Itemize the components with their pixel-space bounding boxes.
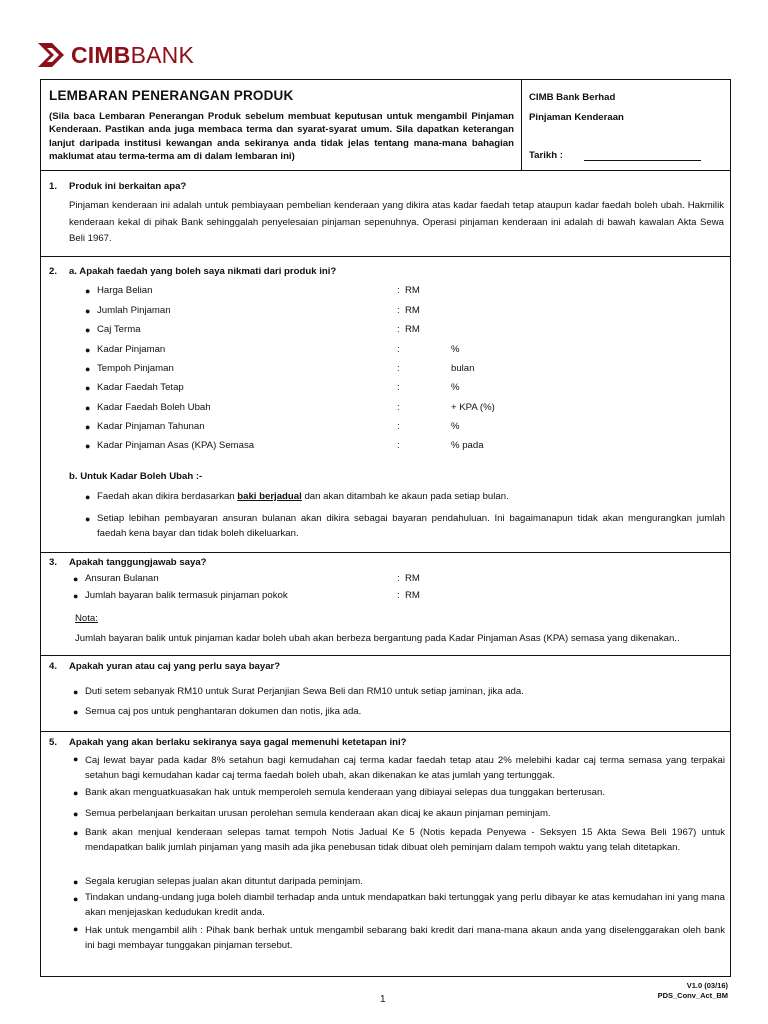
bullet-icon: ●	[85, 441, 91, 451]
list-item-unit: + KPA (%)	[451, 402, 495, 413]
section-question: Apakah yuran atau caj yang perlu saya bayar?	[69, 661, 281, 672]
page-number: 1	[380, 994, 386, 1005]
bullet-icon: ●	[73, 877, 79, 887]
list-item-colon: :	[397, 402, 400, 413]
bullet-icon: ●	[73, 687, 79, 697]
header-divider	[521, 80, 522, 170]
list-item: Faedah akan dikira berdasarkan baki berjadual dan akan ditambah ke akaun pada setiap bulan.	[97, 491, 509, 502]
list-item-colon: :	[397, 363, 400, 374]
header-box	[40, 79, 731, 171]
list-item: Caj lewat bayar pada kadar 8% setahun bagi kemudahan caj terma kadar faedah tetap atau 2% melebihi kadar caj terma semasa yang terpakai setahun bagi kemudahan kadar caj terma faedah boleh ubah, akan dikenakan ke atas jumlah yang tertunggak.	[85, 755, 725, 781]
document-title: LEMBARAN PENERANGAN PRODUK	[49, 88, 294, 103]
bullet-icon: ●	[73, 828, 79, 838]
list-item-unit: %	[451, 382, 460, 393]
list-item: Bank akan menjual kenderaan selepas tamat tempoh Notis Jadual Ke 5 (Notis kepada Penyewa - Seksyen 15 Akta Sewa Beli 1967) untuk mendapatkan balik jumlah pinjaman yang masih ada jika penebusan tidak dibuat oleh peminjam dalam tempoh waktu yang telah ditetapkan.	[85, 827, 725, 853]
list-item: Semua caj pos untuk penghantaran dokumen dan notis, jika ada.	[85, 706, 362, 717]
list-item-unit: RM	[405, 590, 420, 601]
section-number: 2.	[49, 266, 58, 277]
bullet-icon: ●	[85, 345, 91, 355]
section-number: 5.	[49, 737, 58, 748]
bullet-icon: ●	[85, 383, 91, 393]
list-item: Tindakan undang-undang juga boleh diambil terhadap anda untuk mendapatkan baki tertunggak yang perlu dibayar ke atas kemudahan ini yang mana akan menjejaskan kedudukan kredit anda.	[85, 892, 725, 918]
bullet-icon: ●	[85, 306, 91, 316]
bullet-icon: ●	[85, 514, 91, 524]
list-item-unit: RM	[405, 573, 420, 584]
bullet-icon: ●	[73, 754, 79, 764]
section-question: Apakah yang akan berlaku sekiranya saya gagal memenuhi ketetapan ini?	[69, 737, 407, 748]
bank-logo	[38, 42, 194, 68]
bank-name: CIMB Bank Berhad	[529, 92, 616, 103]
date-label: Tarikh :	[529, 150, 563, 161]
section-4	[40, 656, 731, 732]
bullet-icon: ●	[73, 809, 79, 819]
list-item-unit: %	[451, 421, 460, 432]
list-item: Duti setem sebanyak RM10 untuk Surat Perjanjian Sewa Beli dan RM10 untuk setiap jaminan, jika ada.	[85, 686, 524, 697]
list-item-unit: %	[451, 344, 460, 355]
list-item: Bank akan menguatkuasakan hak untuk memperoleh semula kenderaan yang dibiayai selepas dua tunggakan berterusan.	[85, 787, 606, 798]
list-item-colon: :	[397, 440, 400, 451]
bullet-icon: ●	[73, 924, 79, 934]
product-name: Pinjaman Kenderaan	[529, 112, 624, 123]
section-5	[40, 732, 731, 977]
intro-text: (Sila baca Lembaran Penerangan Produk sebelum membuat keputusan untuk mengambil Pinjaman Kenderaan. Pastikan anda juga membaca terma dan syarat-syarat umum. Sila dapatkan keterangan lanjut daripada institusi kewangan anda sekiranya anda tidak jelas tentang mana-mana bahagian maklumat atau terma-terma am di dalam lembaran ini)	[49, 111, 514, 162]
section-number: 4.	[49, 661, 58, 672]
list-item-label: Jumlah bayaran balik termasuk pinjaman pokok	[85, 590, 288, 601]
section-body: Pinjaman kenderaan ini adalah untuk pembiayaan pembelian kenderaan yang dikira atas kadar faedah tetap ataupun kadar faedah boleh ubah. Hakmilik kenderaan kekal di pihak Bank sehinggalah penyelesaian pinjaman sepenuhnya. Operasi pinjaman kenderaan ini adalah di bawah kawalan Akta Sewa Beli 1967.	[69, 200, 724, 244]
cimb-logo-icon	[38, 43, 66, 67]
list-item-unit: RM	[405, 305, 420, 316]
list-item-unit: RM	[405, 324, 420, 335]
list-item-colon: :	[397, 344, 400, 355]
list-item-colon: :	[397, 305, 400, 316]
list-item-label: Harga Belian	[97, 285, 153, 296]
logo-wordmark: CIMBBANK	[71, 42, 195, 68]
date-blank-line	[584, 160, 701, 161]
list-item: Hak untuk mengambil alih : Pihak bank berhak untuk mengambil sebarang baki kredit dari mana-mana akaun anda yang diselenggarakan oleh bank ini bagi membayar tunggakan pinjaman tersebut.	[85, 925, 725, 951]
list-item-label: Kadar Pinjaman Asas (KPA) Semasa	[97, 440, 255, 451]
list-item-label: Kadar Pinjaman Tahunan	[97, 421, 205, 432]
list-item-colon: :	[397, 382, 400, 393]
list-item-colon: :	[397, 590, 400, 601]
list-item-colon: :	[397, 421, 400, 432]
list-item-label: Ansuran Bulanan	[85, 573, 159, 584]
bullet-icon: ●	[73, 707, 79, 717]
list-item-unit: RM	[405, 285, 420, 296]
version-number: V1.0 (03/16)	[686, 981, 728, 990]
section-3	[40, 553, 731, 656]
document-code: PDS_Conv_Act_BM	[657, 991, 728, 1000]
section-1	[40, 171, 731, 257]
bullet-icon: ●	[85, 492, 91, 502]
list-item: Semua perbelanjaan berkaitan urusan perolehan semula kenderaan akan dicaj ke akaun pinjaman peminjam.	[85, 808, 551, 819]
bullet-icon: ●	[85, 364, 91, 374]
bullet-icon: ●	[73, 894, 79, 904]
list-item-label: Jumlah Pinjaman	[97, 305, 171, 316]
list-item-unit: bulan	[451, 363, 475, 374]
section-number: 1.	[49, 181, 58, 192]
list-item-label: Tempoh Pinjaman	[97, 363, 174, 374]
section-question: Produk ini berkaitan apa?	[69, 181, 187, 192]
bullet-icon: ●	[85, 325, 91, 335]
list-item-label: Kadar Faedah Boleh Ubah	[97, 402, 211, 413]
list-item: Segala kerugian selepas jualan akan dituntut daripada peminjam.	[85, 876, 363, 887]
version-info	[658, 981, 728, 1001]
bullet-icon: ●	[73, 591, 79, 601]
section-2	[40, 257, 731, 553]
bullet-icon: ●	[85, 286, 91, 296]
note-label: Nota:	[75, 613, 98, 624]
list-item-colon: :	[397, 573, 400, 584]
list-item-label: Kadar Faedah Tetap	[97, 382, 184, 393]
list-item-colon: :	[397, 324, 400, 335]
list-item: Setiap lebihan pembayaran ansuran bulanan akan dikira sebagai bayaran pendahuluan. Ini bagaimanapun tidak akan mengurangkan jumlah faedah kena bayar dan tidak boleh dikeluarkan.	[97, 513, 725, 539]
bullet-icon: ●	[73, 788, 79, 798]
bullet-icon: ●	[85, 403, 91, 413]
list-item-unit: % pada	[451, 440, 484, 451]
list-item-label: Caj Terma	[97, 324, 141, 335]
section-question: a. Apakah faedah yang boleh saya nikmati dari produk ini?	[69, 266, 337, 277]
list-item-label: Kadar Pinjaman	[97, 344, 166, 355]
note-text: Jumlah bayaran balik untuk pinjaman kadar boleh ubah akan berbeza bergantung pada Kadar Pinjaman Asas (KPA) semasa yang dikenakan..	[75, 633, 680, 644]
bullet-icon: ●	[85, 422, 91, 432]
underlined-term: baki berjadual	[237, 491, 302, 502]
list-item-colon: :	[397, 285, 400, 296]
section-number: 3.	[49, 557, 58, 568]
bullet-icon: ●	[73, 574, 79, 584]
subsection-heading: b. Untuk Kadar Boleh Ubah :-	[69, 471, 203, 482]
section-question: Apakah tanggungjawab saya?	[69, 557, 207, 568]
